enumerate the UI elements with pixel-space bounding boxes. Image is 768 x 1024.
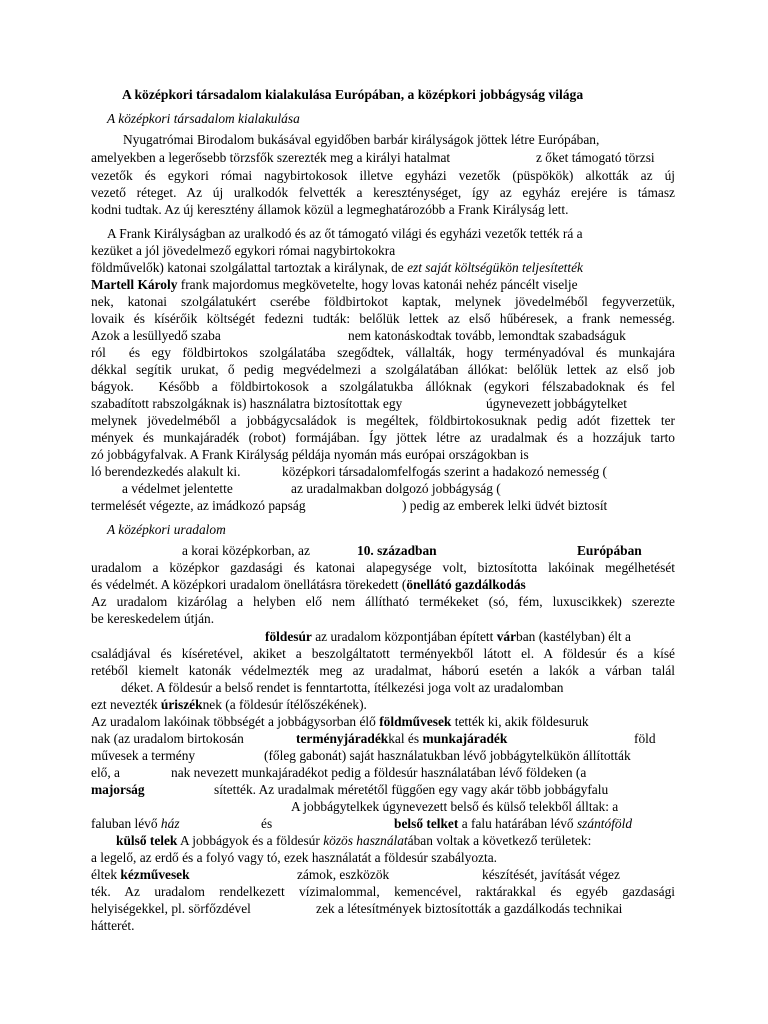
- paragraph-line: szabadított rabszolgáknak is) használatra biztosítottak egy: [91, 396, 403, 411]
- paragraph-line: zó jobbágyfalvak. A Frank Királyság példája nyomán más európai országokban is: [91, 447, 529, 462]
- text-run: A jobbágyok és a földesúr: [180, 833, 320, 848]
- bold-text: belső telket: [394, 816, 459, 831]
- paragraph-line: készítését, javítását végez: [482, 867, 620, 882]
- bold-text: terményjáradék: [296, 731, 389, 746]
- paragraph-line: [91, 866, 190, 883]
- paragraph-line: kezüket a jól jövedelmező egykori római nagybirtokokra: [91, 243, 396, 258]
- paragraph-line: [91, 781, 145, 798]
- text-run: kal és: [388, 731, 420, 746]
- text-run: Az uradalom lakóinak többségét a jobbágysorban élő: [91, 714, 376, 729]
- paragraph-line: ról és egy földbirtokos szolgálatába szegődtek, vállalták, hogy terményadóval és munkajára: [91, 345, 675, 360]
- bold-text: kézművesek: [120, 867, 190, 882]
- paragraph-line: az uradalmakban dolgozó jobbágyság (: [291, 481, 501, 496]
- text-run: az uradalom központjában épített: [315, 629, 494, 644]
- paragraph-line: és: [261, 816, 273, 831]
- paragraph-line: [394, 815, 632, 832]
- paragraph-line: helyiségekkel, pl. sörfőzdével: [91, 901, 251, 916]
- italic-text: közös használat: [323, 833, 408, 848]
- paragraph-line: [91, 696, 367, 713]
- text-run: ban (kastélyban) élt a: [516, 629, 631, 644]
- paragraph-line: Az uradalom kizárólag a helyben elő nem állítható termékeket (só, fém, luxuscikkek) szerezte: [91, 594, 675, 609]
- paragraph-line: kodni tudtak. Az új keresztény államok közül a legmeghatározóbb a Frank Királyság lett.: [91, 202, 569, 217]
- paragraph-line: nak nevezett munkajáradékot pedig a földesúr használatában lévő földeken (a: [171, 765, 587, 780]
- paragraph-line: középkori társadalomfelfogás szerint a hadakozó nemesség (: [282, 464, 607, 479]
- paragraph-line: [91, 276, 578, 293]
- paragraph-line: ték. Az uradalom rendelkezett vízimalommal, kemencével, raktárakkal és egyéb gazdasági: [91, 884, 675, 899]
- paragraph-line: [91, 713, 589, 730]
- paragraph-line: [91, 259, 583, 276]
- paragraph-line: nak (az uradalom birtokosán: [91, 731, 244, 746]
- text-run: faluban lévő: [91, 816, 158, 831]
- paragraph-line: [265, 628, 631, 645]
- paragraph-line: [116, 832, 591, 849]
- paragraph-line: amelyekben a legerősebb törzsfők szerezték meg a királyi hatalmat: [91, 150, 451, 165]
- paragraph-line: termelését végezte, az imádkozó papság: [91, 498, 306, 513]
- bold-text: Martell Károly: [91, 277, 178, 292]
- paragraph-line: vezetők és egykori római nagybirtokosok illetve egyházi vezetők (püspökök) alkották az új: [91, 168, 675, 183]
- paragraph-line: családjával és kíséretével, akiket a beszolgáltatott terményekből látott el. A földesúr és a kísé: [91, 646, 675, 661]
- paragraph-line: mények és munkajáradék (robot) formájában. Így jöttek létre az uradalmak és a hozzájuk tarto: [91, 430, 675, 445]
- text-run: frank majordomus megkövetelte, hogy lovas katonái nehéz páncélt viselje: [180, 277, 578, 292]
- text-run: a falu határában lévő: [461, 816, 574, 831]
- section-heading-manor: A középkori uradalom: [107, 522, 226, 537]
- bold-text: külső telek: [116, 833, 178, 848]
- paragraph-line: uradalom a középkor gazdasági és katonai alapegysége volt, biztosította lakóinak megélhetését: [91, 560, 675, 575]
- paragraph-line: [577, 542, 642, 559]
- paragraph-line: Azok a lesüllyedő szaba: [91, 328, 221, 343]
- bold-text: munkajáradék: [422, 731, 508, 746]
- paragraph-line: a legelő, az erdő és a folyó vagy tó, ezek használatát a földesúr szabályozta.: [91, 850, 497, 865]
- paragraph-line: [91, 815, 180, 832]
- bold-text: majorság: [91, 782, 145, 797]
- text-run: földművelők) katonai szolgálattal tartoztak a királynak, de: [91, 260, 404, 275]
- text-run: és védelmét. A középkori uradalom önellátásra törekedett (: [91, 577, 407, 592]
- paragraph-line: (főleg gabonát) saját használatukban lévő jobbágytelkükön állították: [264, 748, 631, 763]
- bold-text: földesúr: [265, 629, 312, 644]
- paragraph-line: ló berendezkedés alakult ki.: [91, 464, 241, 479]
- paragraph-line: retéből kiemelt katonák védelmezték meg az uradalmat, háború esetén a lakók a várban talál: [91, 663, 675, 678]
- text-run: ában voltak a következő területek:: [407, 833, 592, 848]
- paragraph-line: sítették. Az uradalmak méretétől függően egy vagy akár több jobbágyfalu: [214, 782, 609, 797]
- paragraph-line: A jobbágytelkek úgynevezett belső és külső telekből álltak: a: [291, 799, 619, 814]
- paragraph-line: bágyok. Később a földbirtokosok a szolgálatukba állóknak (egykori félszabadoknak és fel: [91, 379, 675, 394]
- text-run: ezt nevezték: [91, 697, 158, 712]
- bold-text: önellátó gazdálkodás: [406, 577, 526, 592]
- paragraph-line: vezető réteget. Az új uralkodók felvették a kereszténységet, így az egyház erejére is támasz: [91, 185, 675, 200]
- paragraph-line: [91, 576, 526, 593]
- paragraph-line: nem katonáskodtak tovább, lemondtak szabadságuk: [348, 328, 626, 343]
- text-run: nek (a földesúr ítélőszékének).: [202, 697, 367, 712]
- bold-text: úriszék: [160, 697, 203, 712]
- paragraph-line: zámok, eszközök: [297, 867, 390, 882]
- section-heading-society: A középkori társadalom kialakulása: [107, 111, 300, 126]
- paragraph-line: elő, a: [91, 765, 120, 780]
- paragraph-line: zek a létesítmények biztosították a gazdálkodás technikai: [316, 901, 623, 916]
- text-run: éltek: [91, 867, 118, 882]
- paragraph-line: z őket támogató törzsi: [536, 150, 655, 165]
- paragraph-line: A Frank Királyságban az uralkodó és az őt támogató világi és egyházi vezetők tették rá a: [107, 226, 583, 241]
- document-title: A középkori társadalom kialakulása Európában, a középkori jobbágyság világa: [122, 87, 584, 102]
- paragraph-line: Nyugatrómai Birodalom bukásával egyidőben barbár királyságok jöttek létre Európában,: [123, 132, 600, 147]
- paragraph-line: úgynevezett jobbágytelket: [486, 396, 627, 411]
- paragraph-line: dékkal segítik urukat, ő pedig megvédelmezi a szolgálatában állókat: belőlük lettek az első job: [91, 362, 675, 377]
- paragraph-line: [296, 730, 507, 747]
- paragraph-line: ) pedig az emberek lelki üdvét biztosít: [402, 498, 608, 513]
- bold-text: Európában: [577, 543, 642, 558]
- paragraph-line: melynek jövedelméből a jobbágycsaládok is megéltek, földbirtokosuknak pedig adót fizettek ter: [91, 413, 675, 428]
- bold-text: földművesek: [379, 714, 452, 729]
- paragraph-line: nek, katonai szolgálatukért cserébe földbirtokot kaptak, melynek jövedelméből fegyverzetük,: [91, 294, 675, 309]
- paragraph-line: a védelmet jelentette: [122, 481, 233, 496]
- paragraph-line: a korai középkorban, az: [182, 543, 310, 558]
- paragraph-line: hátterét.: [91, 918, 135, 933]
- bold-text: vár: [496, 629, 517, 644]
- text-run: tették ki, akik földesuruk: [454, 714, 589, 729]
- paragraph-line: déket. A földesúr a belső rendet is fenntartotta, ítélkezési joga volt az uradalomban: [121, 680, 564, 695]
- paragraph-line: föld: [634, 731, 656, 746]
- paragraph-line: be kereskedelem útján.: [91, 611, 215, 626]
- bold-text: 10. században: [357, 543, 437, 558]
- paragraph-line: művesek a termény: [91, 748, 196, 763]
- italic-text: szántóföld: [576, 816, 633, 831]
- italic-text: ezt saját költségükön teljesítették: [407, 260, 583, 275]
- paragraph-line: [357, 542, 437, 559]
- italic-text: ház: [160, 816, 180, 831]
- paragraph-line: lovaik és kísérőik költségét fedezni tudták: belőlük lettek az első hűbéresek, a frank nemesség.: [91, 311, 675, 326]
